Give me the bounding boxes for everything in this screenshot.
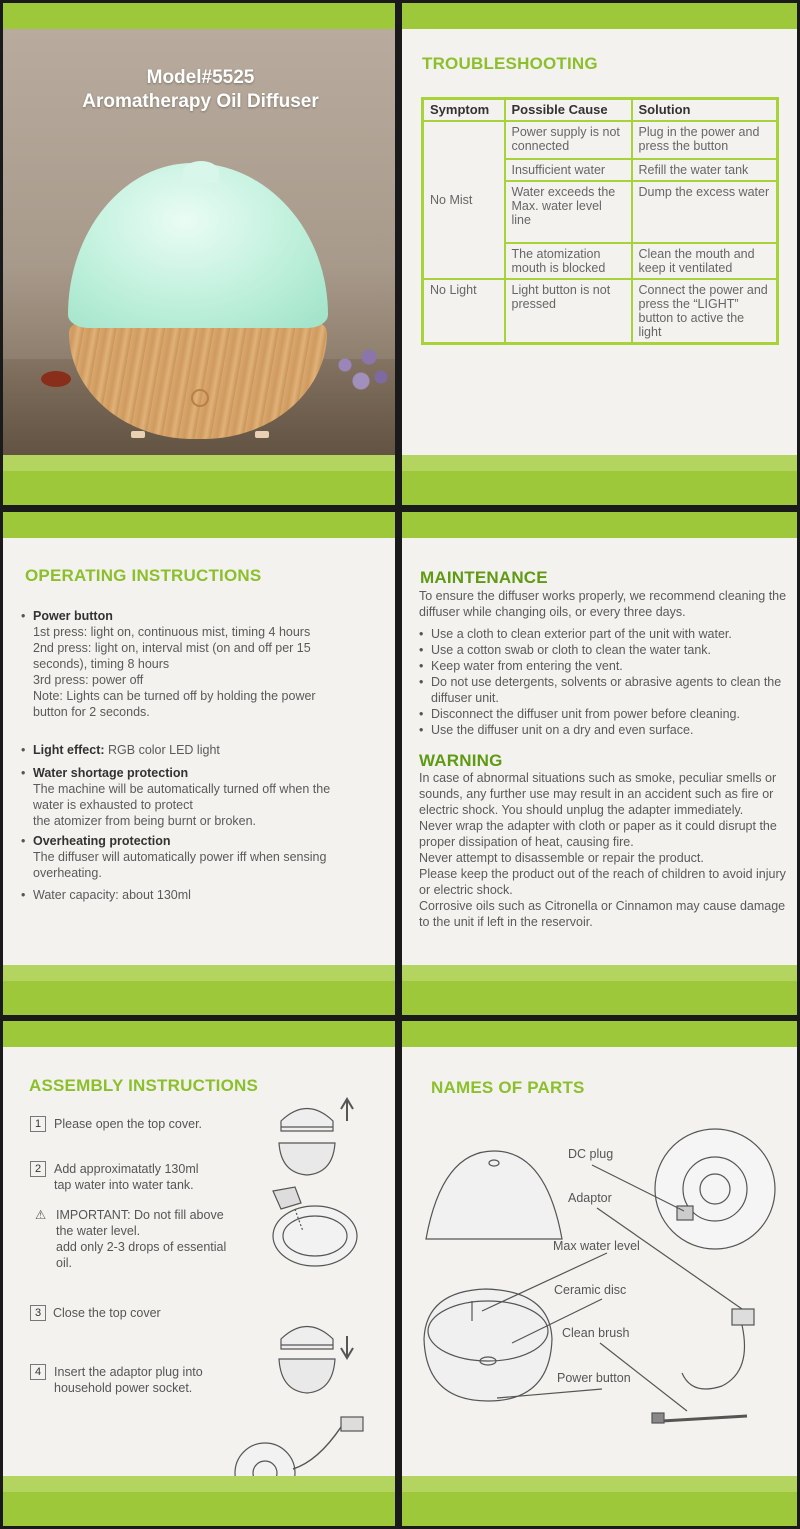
water-shortage-title: Water shortage protection bbox=[33, 766, 189, 780]
maintenance-content bbox=[419, 588, 789, 930]
table-row: The atomization mouth is blocked Clean the mouth and keep it ventilated bbox=[423, 243, 778, 279]
list-item: • Keep water from entering the vent. bbox=[419, 658, 789, 674]
operating-panel bbox=[3, 512, 395, 1015]
assembly-panel bbox=[3, 1021, 395, 1526]
overheating-title: Overheating protection bbox=[33, 834, 171, 848]
diffuser-button-icon bbox=[191, 389, 209, 407]
warning-text: In case of abnormal situations such as smoke, peculiar smells or sounds, any further use may result in an accident such as fire or electric shock. You should unplug the adapter immediately. Never wrap the adapter with cloth or paper as it could disrupt the proper dissipation of heat, causing fire. Never attempt to disassemble or repair the product. Please keep the product out of the reach of children to avoid injury or electric shock. Corrosive oils such as Citronella or Cinnamon may cause damage to the unit if left in the reservoir. bbox=[419, 771, 786, 929]
troubleshooting-heading: TROUBLESHOOTING bbox=[422, 54, 598, 73]
water-capacity: Water capacity: about 130ml bbox=[33, 888, 191, 902]
symptom-no-mist: No Mist bbox=[423, 121, 505, 279]
part-label-adaptor: Adaptor bbox=[568, 1191, 612, 1205]
step-number: 3 bbox=[30, 1305, 46, 1321]
parts-panel bbox=[402, 1021, 797, 1526]
maintenance-panel bbox=[402, 512, 797, 1015]
lavender-decoration bbox=[321, 333, 395, 413]
assembly-heading: ASSEMBLY INSTRUCTIONS bbox=[29, 1076, 259, 1095]
warning-triangle-icon: ⚠ bbox=[35, 1208, 47, 1222]
power-button-title: Power button bbox=[33, 609, 113, 623]
troubleshooting-panel bbox=[402, 3, 797, 505]
step-text: Please open the top cover. bbox=[54, 1117, 203, 1131]
assembly-illustrations bbox=[223, 1091, 393, 1501]
cover-panel bbox=[3, 3, 395, 505]
power-button-text: 1st press: light on, continuous mist, timing 4 hours 2nd press: light on, interval mist (on and off per 15 seconds), timing 8 hours 3rd press: power off Note: Lights can be turned off by holding the power button for 2 seconds. bbox=[33, 625, 316, 719]
part-label-ceramic-disc: Ceramic disc bbox=[554, 1283, 627, 1297]
list-item: • Use a cloth to clean exterior part of the unit with water. bbox=[419, 626, 789, 642]
operating-content: • Power button 1st press: light on, continuous mist, timing 4 hours 2nd press: light on, interval mist (on and off per 15 seconds), timing 8 hours 3rd press: power off Note: Lights can be turned off by holding the power button for 2 seconds. • Light effect: RGB color LED light • Water shortage protection The machine will be automatically turned off when the water is exhausted to protect the atomizer from being burnt or broken. • Overheating protection The diffuser will automatically power iff when sensing overheating. • Water capacity: about 130ml bbox=[21, 608, 351, 903]
bottom-band bbox=[3, 455, 395, 505]
step-text: Add approximatatly 130ml tap water into water tank. bbox=[54, 1162, 199, 1192]
list-item: • Do not use detergents, solvents or abrasive agents to clean the diffuser unit. bbox=[419, 674, 789, 706]
table-row: No Mist Power supply is not connected Plug in the power and press the button bbox=[423, 121, 778, 159]
symptom-no-light: No Light bbox=[423, 279, 505, 344]
top-band bbox=[3, 3, 395, 29]
warning-heading: WARNING bbox=[419, 751, 503, 770]
list-item: • Use the diffuser unit on a dry and even surface. bbox=[419, 722, 789, 738]
troubleshooting-table bbox=[421, 97, 779, 345]
table-row: Water exceeds the Max. water level line Dump the excess water bbox=[423, 181, 778, 243]
step-text: Close the top cover bbox=[53, 1306, 161, 1320]
part-label-clean-brush: Clean brush bbox=[562, 1326, 630, 1340]
part-label-dc-plug: DC plug bbox=[568, 1147, 614, 1161]
parts-heading: NAMES OF PARTS bbox=[431, 1078, 585, 1097]
table-header-row: Symptom Possible Cause Solution bbox=[423, 99, 778, 122]
step-text: Insert the adaptor plug into household power socket. bbox=[54, 1365, 203, 1395]
table-row: Insufficient water Refill the water tank bbox=[423, 159, 778, 181]
list-item: • Disconnect the diffuser unit from power before cleaning. bbox=[419, 706, 789, 722]
light-effect-value: RGB color LED light bbox=[108, 743, 220, 757]
list-item: • Use a cotton swab or cloth to clean the water tank. bbox=[419, 642, 789, 658]
step-number: 2 bbox=[30, 1161, 46, 1177]
part-label-max-water-level: Max water level bbox=[553, 1239, 640, 1253]
step-number: 1 bbox=[30, 1116, 46, 1132]
part-label-power-button: Power button bbox=[557, 1371, 631, 1385]
step-number: 4 bbox=[30, 1364, 46, 1380]
product-title: Aromatherapy Oil Diffuser bbox=[82, 91, 319, 112]
model-title: Model#5525 bbox=[146, 67, 255, 88]
important-note: IMPORTANT: Do not fill above the water level. add only 2-3 drops of essential oil. bbox=[56, 1208, 227, 1270]
table-row: No Light Light button is not pressed Connect the power and press the “LIGHT” button to active the light bbox=[423, 279, 778, 344]
maintenance-intro: To ensure the diffuser works properly, we recommend cleaning the diffuser while changing oils, or every three days. bbox=[419, 589, 787, 619]
operating-heading: OPERATING INSTRUCTIONS bbox=[25, 566, 262, 585]
maintenance-heading: MAINTENANCE bbox=[420, 568, 548, 587]
